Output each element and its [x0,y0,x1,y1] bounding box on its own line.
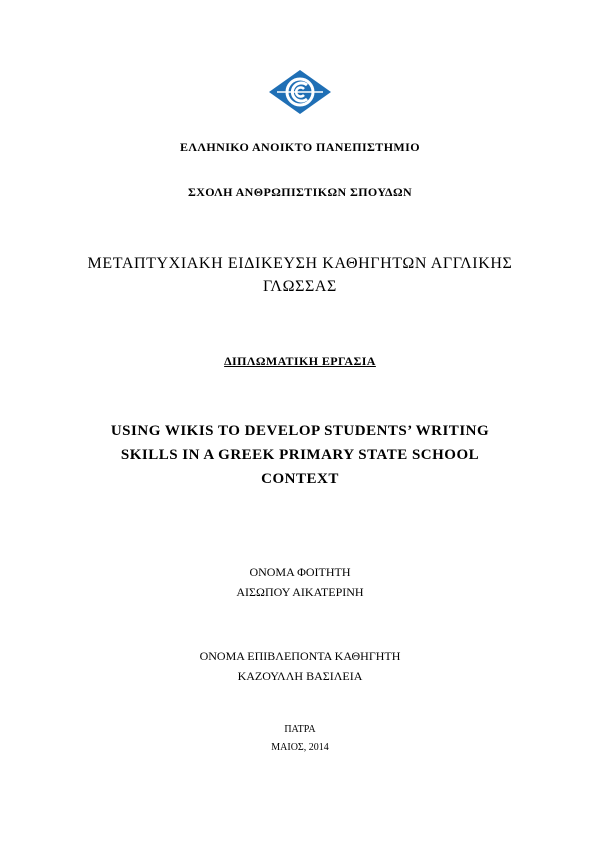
student-label: ΟΝΟΜΑ ΦΟΙΤΗΤΗ [249,565,351,579]
program-line-2: ΓΛΩΣΣΑΣ [263,278,337,295]
thesis-title-line-2: SKILLS IN A GREEK PRIMARY STATE SCHOOL [120,447,480,463]
university-name: ΕΛΛΗΝΙΚΟ ΑΝΟΙΚΤΟ ΠΑΝΕΠΙΣΤΗΜΙΟ [180,140,420,154]
supervisor-label: ΟΝΟΜΑ ΕΠΙΒΛΕΠΟΝΤΑ ΚΑΘΗΓΗΤΗ [199,649,401,663]
student-name: ΑΙΣΩΠΟΥ ΑΙΚΑΤΕΡΙΝΗ [236,585,364,599]
program-line-1: ΜΕΤΑΠΤΥΧΙΑΚΗ ΕΙΔΙΚΕΥΣΗ ΚΑΘΗΓΗΤΩΝ ΑΓΓΛΙΚΗΣ [87,255,513,272]
school-name: ΣΧΟΛΗ ΑΝΘΡΩΠΙΣΤΙΚΩΝ ΣΠΟΥΔΩΝ [187,185,413,199]
date: ΜΑΙΟΣ, 2014 [271,742,329,753]
thesis-title-line-1: USING WIKIS TO DEVELOP STUDENTS’ WRITING [110,423,490,439]
thesis-title-line-3: CONTEXT [261,471,339,487]
document-type: ΔΙΠΛΩΜΑΤΙΚΗ ΕΡΓΑΣΙΑ [224,354,376,368]
university-logo-icon [269,70,331,114]
place: ΠΑΤΡΑ [284,724,316,735]
supervisor-name: ΚΑΖΟΥΛΛΗ ΒΑΣΙΛΕΙΑ [237,669,363,683]
